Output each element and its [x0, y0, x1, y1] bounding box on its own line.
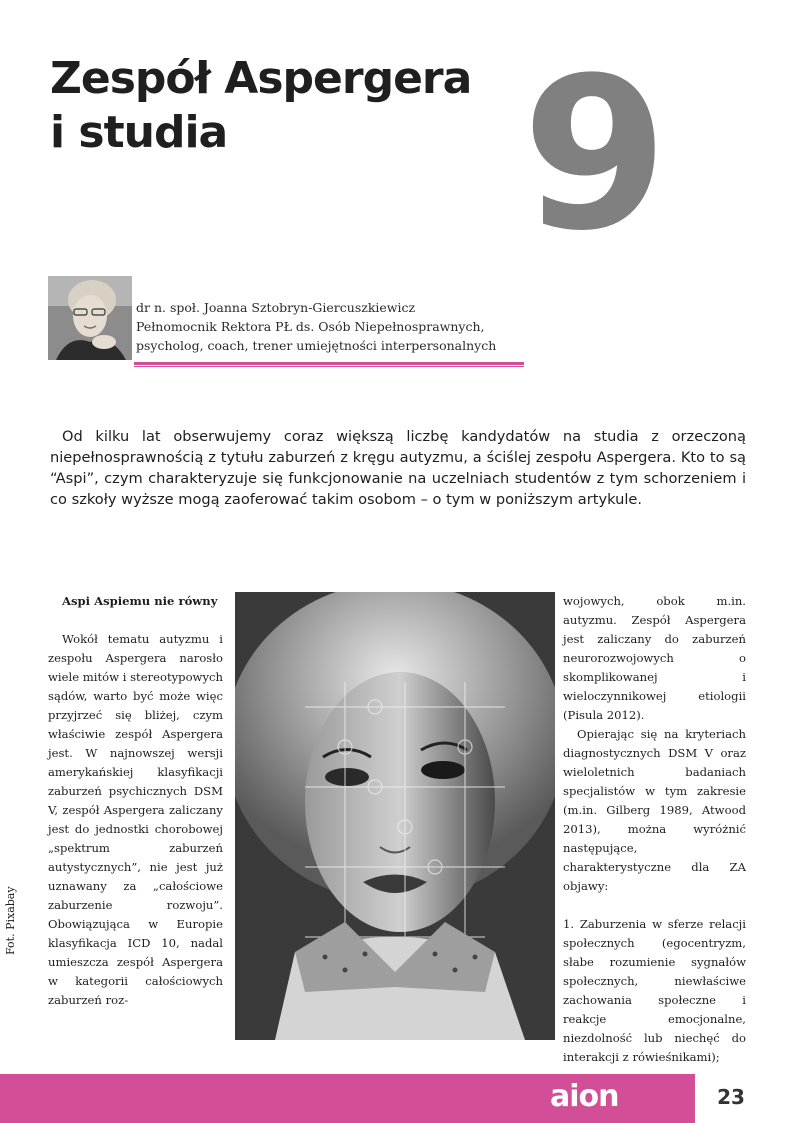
author-position: Pełnomocnik Rektora PŁ ds. Osób Niepełnosprawnych, [136, 319, 485, 334]
author-divider [134, 362, 524, 365]
chapter-number: 9 [522, 32, 669, 277]
section-heading: Aspi Aspiemu nie równy [62, 594, 218, 608]
author-divider-thin [134, 366, 524, 367]
author-photo [48, 276, 132, 360]
author-roles: psycholog, coach, trener umiejętności interpersonalnych [136, 338, 497, 353]
left-column [48, 592, 223, 1010]
lead-paragraph: Od kilku lat obserwujemy coraz większą liczbę kandydatów na studia z orzeczoną niepełnosprawnością z tytułu zaburzeń z kręgu autyzmu, a ściślej zespołu Aspergera. Kto to są “Aspi”, czym charakteryzuje się funkcjonowanie na uczelniach studentów z tym schorzeniem i co szkoły wyższe mogą zaoferować takim osobom – o tym w poniższym artykule. [50, 427, 746, 508]
photo-credit: Fot. Pixabay [4, 886, 17, 955]
puzzle-face-image [235, 592, 555, 1040]
left-column-paragraph: Wokół tematu autyzmu i zespołu Aspergera narosło wiele mitów i stereotypowych sądów, warto być może więc przyjrzeć się bliżej, czym właściwie zespół Aspergera jest. W najnowszej wersji amerykańskiej klasyfikacji zaburzeń psychicznych DSM V, zespół Aspergera zaliczany jest do jednostki chorobowej „spektrum zaburzeń autystycznych”, nie jest już uznawany za „całościowe zaburzenie rozwoju”. Obowiązująca w Europie klasyfikacja ICD 10, nadal umieszcza zespół Aspergera w kategorii całościowych zaburzeń roz- [48, 632, 223, 1007]
aion-logo: aion [550, 1079, 619, 1114]
author-name: dr n. społ. Joanna Sztobryn-Giercuszkiewicz [136, 300, 416, 315]
right-column-paragraph-3: 1. Zaburzenia w sferze relacji społecznych (egocentryzm, słabe rozumienie sygnałów społecznych, niewłaściwe zachowania społeczne i reakcje emocjonalne, niezdolność lub niechęć do interakcji z rówieśnikami); [563, 917, 746, 1064]
author-portrait-image [48, 276, 132, 360]
author-info [136, 298, 536, 355]
right-column-paragraph-2: Opierając się na kryteriach diagnostycznych DSM V oraz wieloletnich badaniach specjalistów w tym zakresie (m.in. Gilberg 1989, Atwood 2013), można wyróżnić następujące, charakterystyczne dla ZA objawy: [563, 727, 746, 893]
article-title-line-1: Zespół Aspergera [50, 53, 472, 104]
article-title-line-2: i studia [50, 107, 228, 158]
right-column-paragraph-1: wojowych, obok m.in. autyzmu. Zespół Aspergera jest zaliczany do zaburzeń neurorozwojowych o skomplikowanej i wieloczynnikowej etiologii (Pisula 2012). [563, 594, 746, 722]
feature-photo [235, 592, 555, 1040]
right-column [563, 592, 746, 1067]
article-title [50, 52, 520, 160]
page-number: 23 [717, 1085, 745, 1109]
